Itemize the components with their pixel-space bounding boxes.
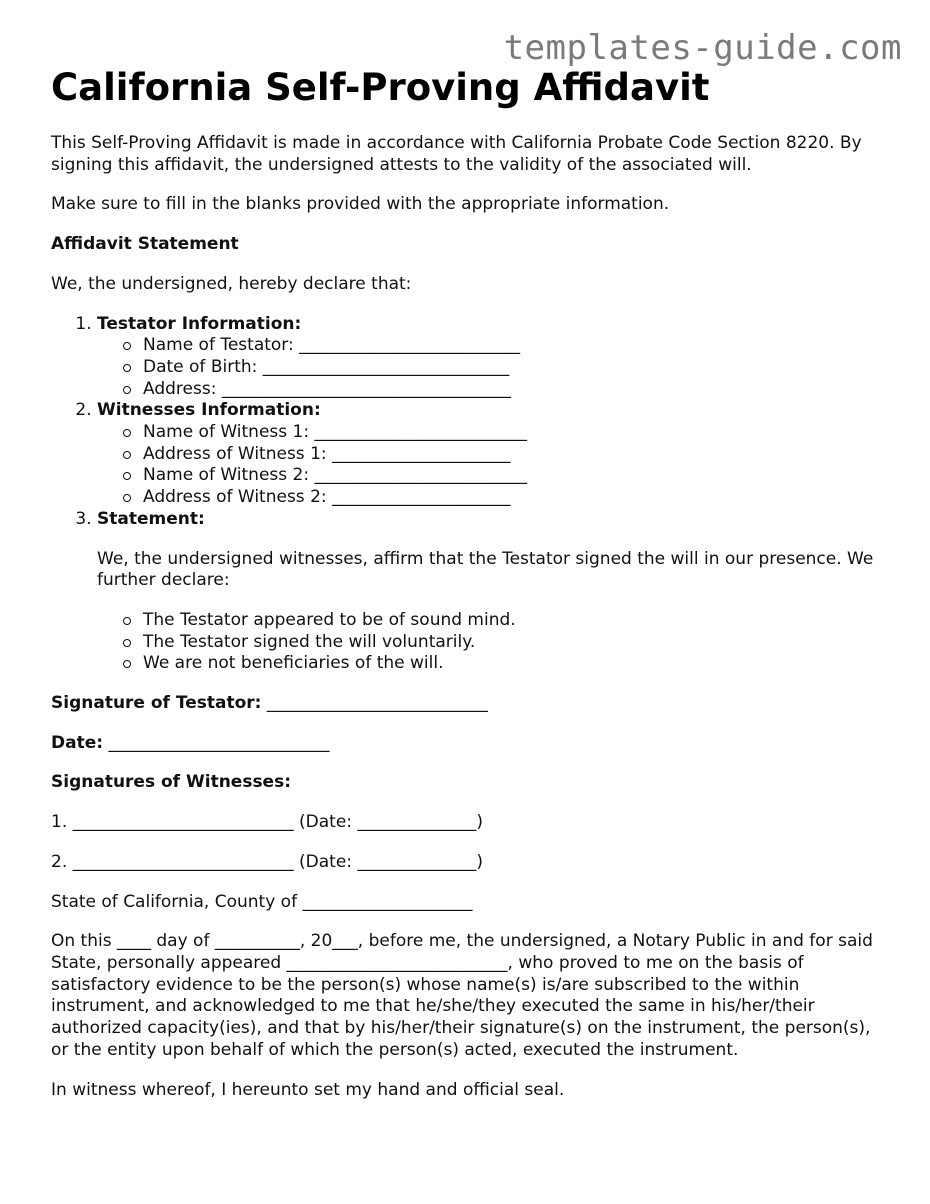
witness-signatures-heading: Signatures of Witnesses: [51,772,292,793]
testator-signature-blank: __________________________ [261,693,488,714]
statement-point-not-beneficiaries: We are not beneficiaries of the will. [143,653,891,675]
testator-signature-line [51,693,891,715]
statement-text: We, the undersigned witnesses, affirm that the Testator signed the will in our presence. We further declare: [97,548,874,591]
testator-dob-field: Date of Birth: _____________________________ [143,357,891,379]
statement-section-heading: Statement: [97,508,205,529]
date-label: Date: [51,732,104,753]
closing-paragraph: In witness whereof, I hereunto set my hand and official seal. [51,1079,565,1100]
testator-address-field: Address: __________________________________ [143,379,891,401]
affidavit-sections-list [51,314,891,676]
list-item-testator [97,314,891,401]
list-item-statement [97,509,891,675]
testator-fields [97,335,891,400]
date-blank: __________________________ [103,732,330,753]
list-item-witnesses [97,400,891,509]
date-line [51,733,891,755]
witness-signature-line-1: 1. __________________________ (Date: ______________) [51,812,484,833]
witness2-name-field: Name of Witness 2: _________________________ [143,465,891,487]
testator-heading: Testator Information: [97,313,302,334]
statement-point-sound-mind: The Testator appeared to be of sound mind. [143,610,891,632]
instruction-paragraph: Make sure to fill in the blanks provided with the appropriate information. [51,194,670,215]
witnesses-fields [97,422,891,509]
document-body [51,64,891,1101]
page-title: California Self-Proving Affidavit [51,66,710,109]
statement-point-voluntary: The Testator signed the will voluntarily. [143,632,891,654]
testator-name-field: Name of Testator: __________________________ [143,335,891,357]
declaration-paragraph: We, the undersigned, hereby declare that: [51,273,412,294]
witnesses-heading: Witnesses Information: [97,400,321,421]
county-line: State of California, County of ____________________ [51,891,473,912]
witness1-address-field: Address of Witness 1: _____________________ [143,444,891,466]
testator-signature-label: Signature of Testator: [51,693,262,714]
statement-points [97,610,891,675]
witness2-address-field: Address of Witness 2: _____________________ [143,487,891,509]
witness1-name-field: Name of Witness 1: _________________________ [143,422,891,444]
intro-paragraph: This Self-Proving Affidavit is made in accordance with California Probate Code Section 8220. By signing this affidavit, the undersigned attests to the validity of the associated will. [51,133,862,175]
notary-paragraph: On this ____ day of __________, 20___, before me, the undersigned, a Notary Public in and for said State, personally appeared __________________________, who proved to me on the basis of satisfactory evidence to be the person(s) whose name(s) is/are subscribed to the within instrument, and acknowledged to me that he/she/they executed the same in his/her/their authorized capacity(ies), and that by his/her/their signature(s) on the instrument, the person(s), or the entity upon behalf of which the person(s) acted, executed the instrument. [51,931,873,1060]
statement-heading: Affidavit Statement [51,234,239,255]
watermark-text: templates-guide.com [503,28,902,68]
witness-signature-line-2: 2. __________________________ (Date: ______________) [51,851,484,872]
